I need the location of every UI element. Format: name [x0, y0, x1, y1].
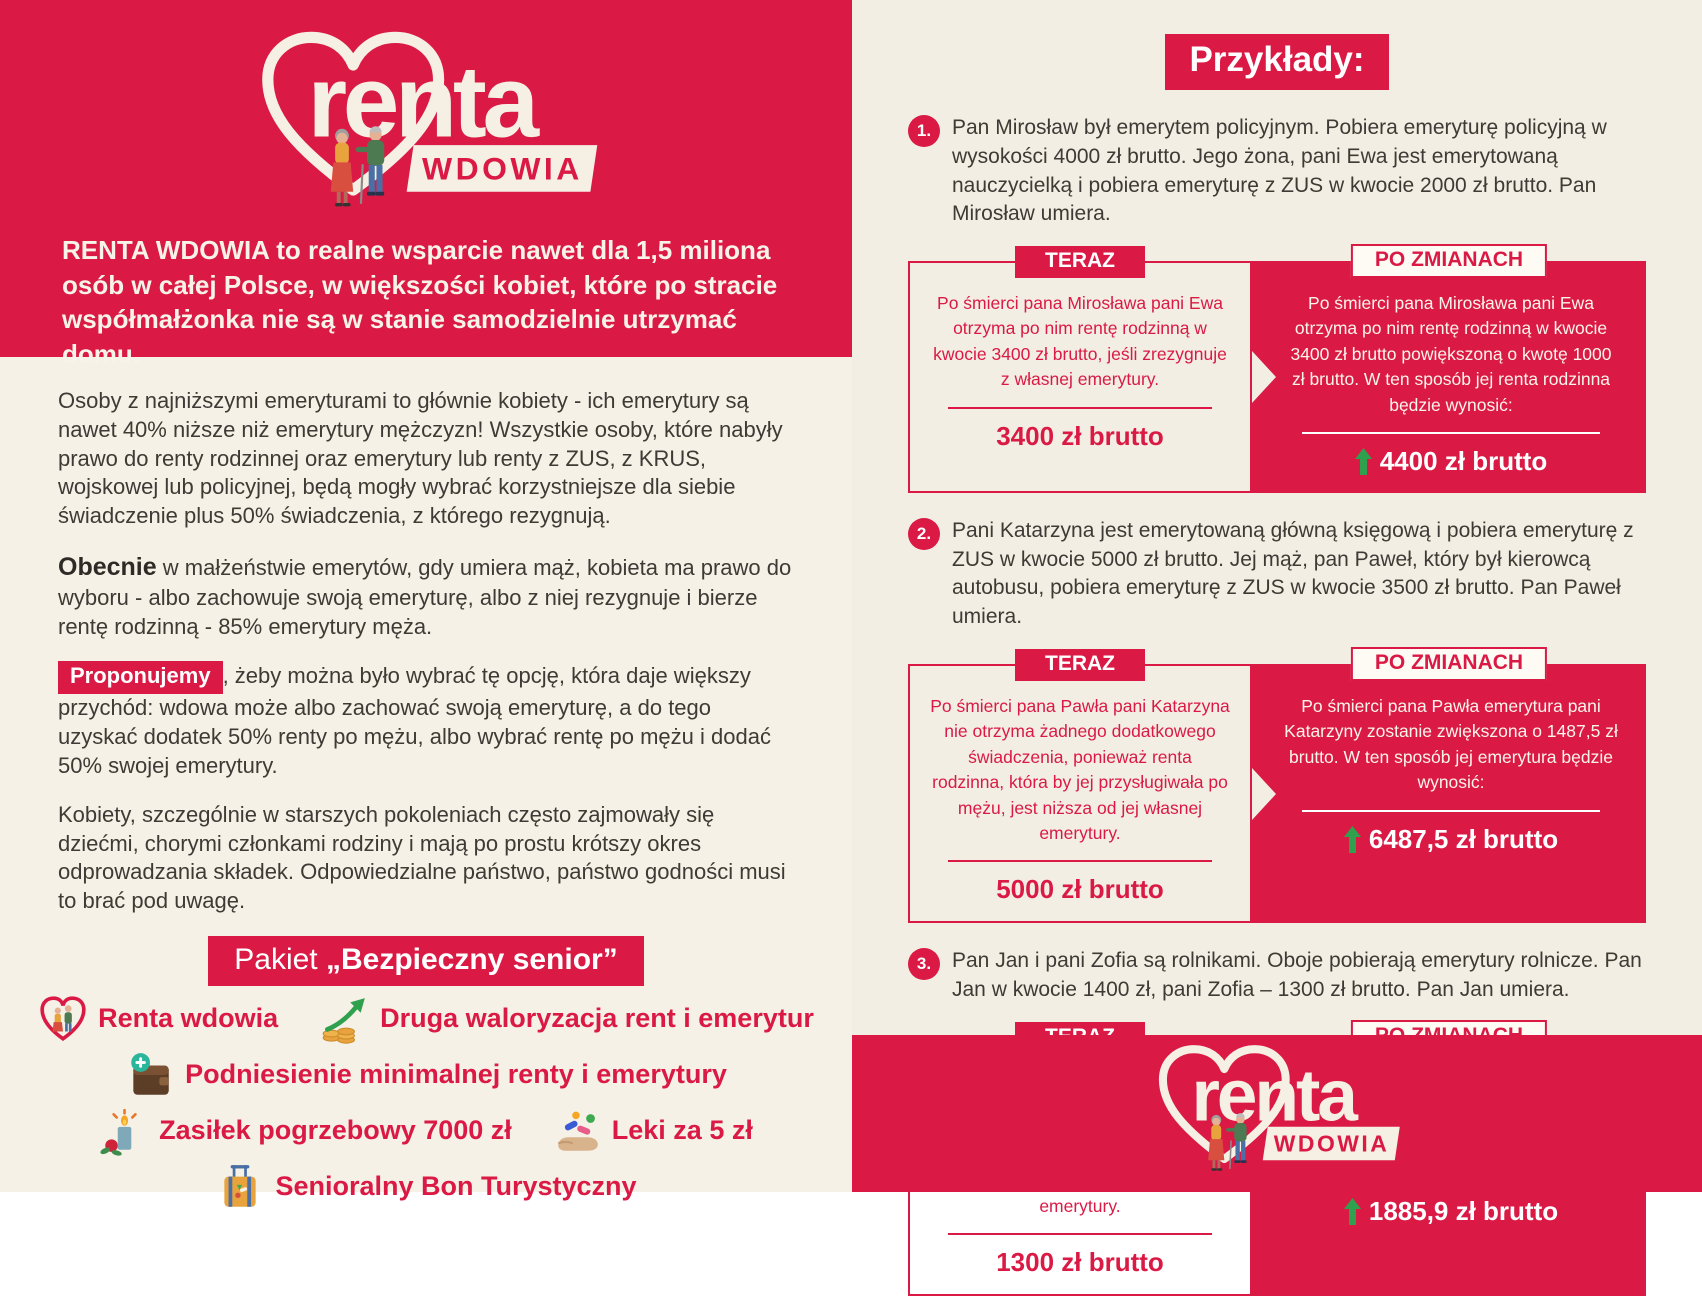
- po-zmianach-box: [1252, 248, 1646, 493]
- teraz-box: [908, 652, 1252, 923]
- left-body-text: [0, 357, 852, 916]
- proponujemy-highlight: Proponujemy: [58, 661, 223, 694]
- paragraph-2: [58, 551, 794, 641]
- suitcase-icon: [215, 1162, 265, 1212]
- renta-wdowia-logo-icon: [1153, 1041, 1401, 1187]
- paragraph-2-rest: w małżeństwie emerytów, gdy umiera mąż, kobieta ma prawo do wyboru - albo zachowuje swoją emeryturę, albo z niej rezygnuje i bierze rentę rodzinną - 85% emerytury męża.: [58, 555, 792, 639]
- teraz-text: Po śmierci pana Mirosława pani Ewa otrzyma po nim rentę rodzinną w kwocie 3400 zł brutto, jeśli zrezygnuje z własnej emerytury.: [933, 293, 1227, 390]
- teraz-label: TERAZ: [1015, 246, 1145, 278]
- teraz-value: 1300 zł brutto: [996, 1247, 1164, 1278]
- po-zmianach-amount: 6487,5 zł brutto: [1368, 823, 1559, 854]
- example-head: [908, 947, 1646, 1005]
- divider: [948, 1233, 1212, 1235]
- examples-title: Przykłady:: [1165, 34, 1388, 90]
- right-column: [852, 0, 1702, 1278]
- example-head: [908, 114, 1646, 229]
- paragraph-4: Kobiety, szczególnie w starszych pokoleniach często zajmowały się dziećmi, chorymi członkami rodziny i mają po prostu krótszy okres odprowadzania składek. Odpowiedzialne państwo, państwo godności musi to brać pod uwagę.: [58, 801, 786, 914]
- list-item: [99, 1106, 512, 1156]
- po-zmianach-amount: 4400 zł brutto: [1379, 445, 1548, 476]
- divider: [1302, 810, 1599, 812]
- po-zmianach-label: PO ZMIANACH: [1351, 244, 1547, 278]
- footer-banner: [852, 1035, 1702, 1192]
- list-item: [552, 1106, 753, 1156]
- divider: [1302, 432, 1599, 434]
- example-number-badge: 1.: [908, 115, 940, 147]
- pakiet-row-3: [0, 1106, 852, 1156]
- list-item: [125, 1050, 727, 1100]
- arrow-chevron: [1252, 351, 1276, 403]
- pakiet-banner: [208, 936, 643, 986]
- pakiet-title-normal: Pakiet: [234, 942, 326, 976]
- pakiet-item-label: Leki za 5 zł: [611, 1115, 753, 1146]
- example-intro: Pani Katarzyna jest emerytowaną główną księgową i pobiera emeryturę z ZUS w kwocie 5000 zł brutto. Jej mąż, pan Paweł, który był kierowcą autobusu, pobiera emeryturę z ZUS w kwocie 3500 zł brutto. Pan Paweł umiera.: [952, 518, 1634, 629]
- increase-arrow-icon: [1344, 1198, 1361, 1225]
- pakiet-item-label: Podniesienie minimalnej renty i emerytury: [185, 1059, 727, 1090]
- comparison-row: [908, 651, 1646, 923]
- funeral-candle-icon: [99, 1106, 149, 1156]
- header-intro-text: RENTA WDOWIA to realne wsparcie nawet dla 1,5 miliona osób w całej Polsce, w większości kobiet, które po stracie współmałżonka nie są w stanie samodzielnie utrzymać domu.: [62, 235, 778, 369]
- pakiet-row-2: [0, 1050, 852, 1100]
- arrow-chevron: [1252, 768, 1276, 820]
- pakiet-items: [0, 994, 852, 1212]
- pakiet-title-bold: „Bezpieczny senior”: [325, 942, 618, 976]
- po-zmianach-value: [1282, 824, 1620, 855]
- teraz-value: 3400 zł brutto: [996, 420, 1164, 451]
- teraz-label: TERAZ: [1015, 649, 1145, 681]
- paragraph-2-lead: Obecnie: [58, 553, 157, 582]
- increase-arrow-icon: [1344, 826, 1361, 853]
- header-banner: [0, 0, 852, 369]
- po-zmianach-value: [1282, 446, 1620, 477]
- teraz-box: [908, 249, 1252, 493]
- example-1: [908, 114, 1646, 493]
- example-intro: Pan Jan i pani Zofia są rolnikami. Oboje pobierają emerytury rolnicze. Pan Jan w kwocie 1400 zł, pani Zofia – 1300 zł brutto. Pan Jan umiera.: [952, 949, 1642, 1002]
- list-item: [215, 1162, 636, 1212]
- hand-pills-icon: [552, 1106, 602, 1156]
- pakiet-row-1: [0, 994, 852, 1044]
- po-zmianach-label: PO ZMIANACH: [1351, 647, 1547, 681]
- example-number-badge: 2.: [908, 518, 940, 550]
- coins-growth-icon: [318, 994, 370, 1044]
- teraz-value: 5000 zł brutto: [996, 874, 1164, 905]
- comparison-row: [908, 248, 1646, 493]
- divider: [948, 860, 1212, 862]
- paragraph-1: Osoby z najniższymi emeryturami to głównie kobiety - ich emerytury są nawet 40% niższe niż emerytury mężczyzn! Wszystkie osoby, które nabyły prawo do renty rodzinnej oraz emerytury lub renty z ZUS, z KRUS, wojskowej lub policyjnej, będą mogły wybrać korzystniejsze dla siebie świadczenie plus 50% świadczenia, z którego rezygnują.: [58, 388, 783, 529]
- divider: [948, 407, 1212, 409]
- list-item: [318, 994, 814, 1044]
- increase-arrow-icon: [1355, 448, 1372, 475]
- po-zmianach-value: [1282, 1196, 1620, 1227]
- left-column: [0, 0, 852, 1202]
- example-number-badge: 3.: [908, 948, 940, 980]
- pakiet-item-label: Zasiłek pogrzebowy 7000 zł: [159, 1115, 512, 1146]
- example-2: [908, 517, 1646, 923]
- po-zmianach-amount: 1885,9 zł brutto: [1368, 1196, 1559, 1227]
- example-head: [908, 517, 1646, 632]
- pakiet-item-label: Druga waloryzacja rent i emerytur: [380, 1003, 814, 1034]
- teraz-text: emerytury.: [1039, 1195, 1121, 1216]
- wallet-plus-icon: [125, 1050, 175, 1100]
- list-item: [38, 994, 278, 1044]
- example-intro: Pan Mirosław był emerytem policyjnym. Pobiera emeryturę policyjną w wysokości 4000 zł brutto. Jego żona, pani Ewa jest emerytowaną nauczycielką i pobiera emeryturę z ZUS w kwocie 2000 zł brutto. Pan Mirosław umiera.: [952, 116, 1607, 226]
- pakiet-row-4: [0, 1162, 852, 1212]
- paragraph-3: [58, 661, 794, 780]
- po-zmianach-box: [1252, 651, 1646, 923]
- pakiet-item-label: Senioralny Bon Turystyczny: [275, 1171, 637, 1202]
- pakiet-item-label: Renta wdowia: [98, 1003, 279, 1034]
- teraz-text: Po śmierci pana Pawła pani Katarzyna nie otrzyma żadnego dodatkowego świadczenia, ponieważ renta rodzinna, która by jej przysługiwała po mężu, jest niższa od jej własnej emerytury.: [930, 696, 1230, 843]
- renta-wdowia-icon: [38, 994, 88, 1044]
- po-zmianach-text: Po śmierci pana Mirosława pani Ewa otrzyma po nim rentę rodzinną w kwocie 3400 zł brutto powiększoną o kwotę 1000 zł brutto. W ten sposób jej renta rodzinna będzie wynosić:: [1290, 293, 1612, 415]
- paragraph-3-rest: , żeby można było wybrać tę opcję, która daje większy przychód: wdowa może albo zachować swoją emeryturę, a do tego uzyskać dodatek 50% renty po mężu, albo wybrać rentę po mężu i dodać 50% swojej emerytury.: [58, 663, 771, 778]
- renta-wdowia-logo-icon: [254, 26, 599, 229]
- po-zmianach-text: Po śmierci pana Pawła emerytura pani Katarzyny zostanie zwiększona o 1487,5 zł brutto. W ten sposób jej emerytura będzie wynosić:: [1284, 696, 1618, 793]
- logo: [0, 26, 852, 229]
